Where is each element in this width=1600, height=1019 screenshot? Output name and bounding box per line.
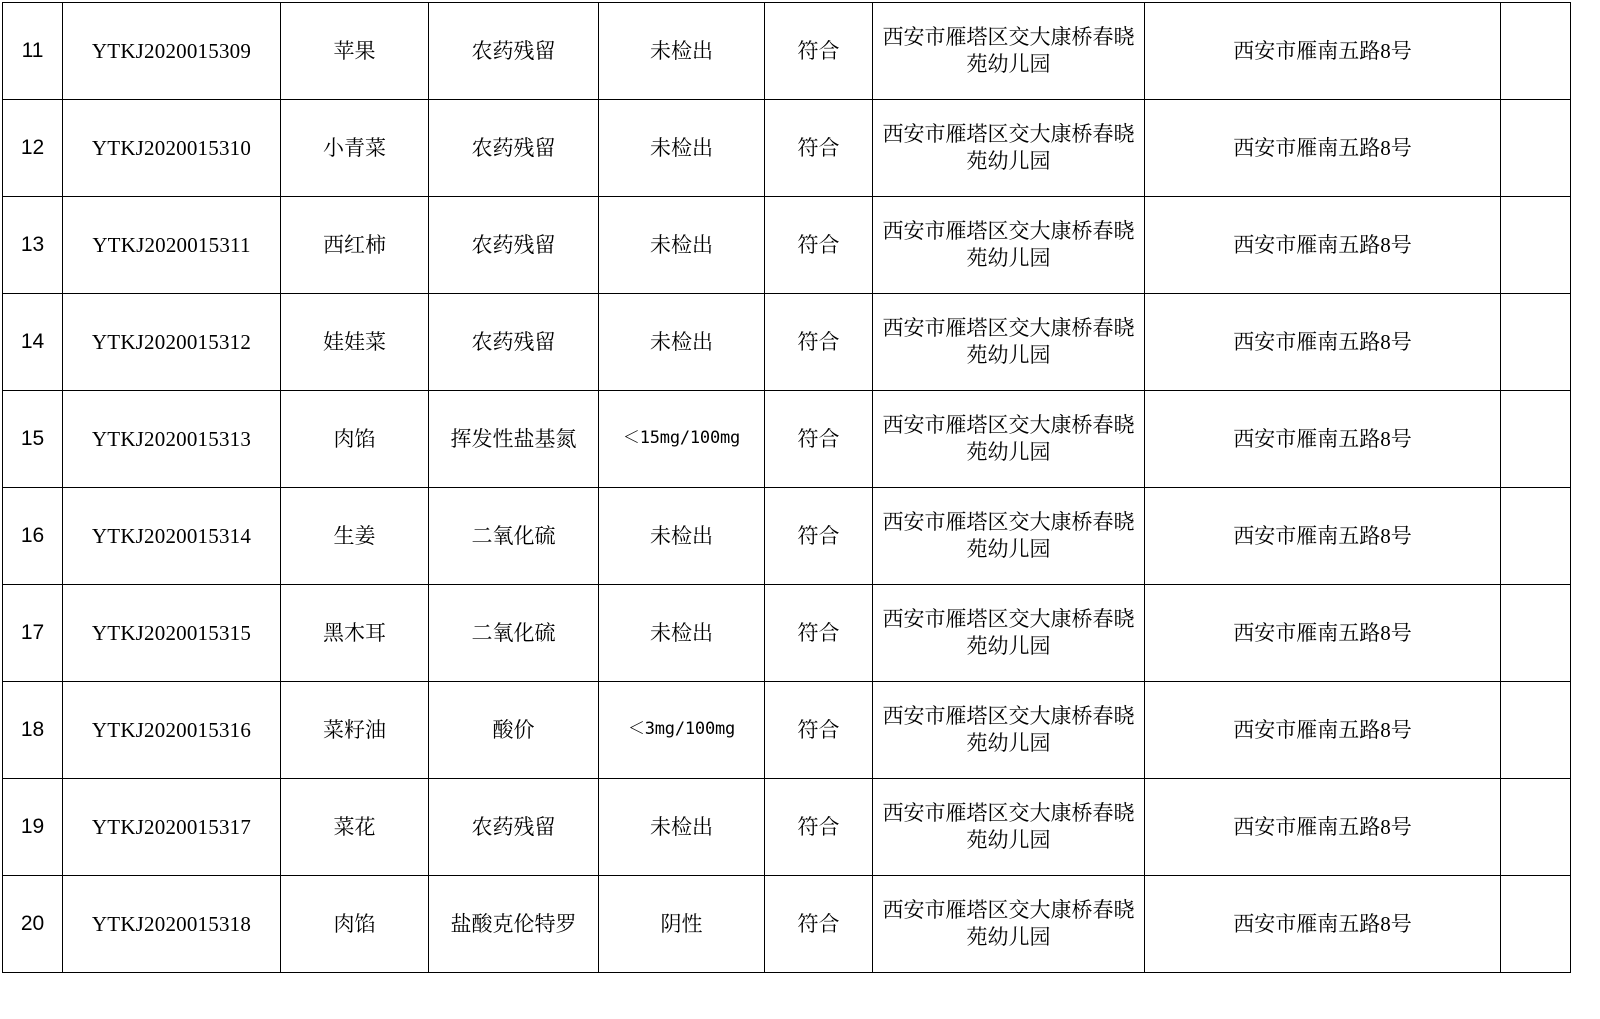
table-row xyxy=(3,488,1571,585)
cell-test-item: 农药残留 xyxy=(429,100,599,197)
document-page xyxy=(0,2,1600,1019)
cell-remark xyxy=(1501,779,1571,876)
cell-address: 西安市雁南五路8号 xyxy=(1145,391,1501,488)
cell-test-result: 未检出 xyxy=(599,3,765,100)
cell-inspected-unit: 西安市雁塔区交大康桥春晓苑幼儿园 xyxy=(873,197,1145,294)
cell-remark xyxy=(1501,294,1571,391)
cell-test-result: 阴性 xyxy=(599,876,765,973)
cell-sample-name: 肉馅 xyxy=(281,876,429,973)
cell-sample-code: YTKJ2020015309 xyxy=(63,3,281,100)
cell-address: 西安市雁南五路8号 xyxy=(1145,488,1501,585)
cell-conclusion: 符合 xyxy=(765,391,873,488)
cell-test-result: 未检出 xyxy=(599,100,765,197)
cell-test-item: 二氧化硫 xyxy=(429,585,599,682)
table-row xyxy=(3,294,1571,391)
cell-index: 13 xyxy=(3,197,63,294)
cell-test-result: 未检出 xyxy=(599,197,765,294)
cell-conclusion: 符合 xyxy=(765,100,873,197)
cell-test-result: 未检出 xyxy=(599,488,765,585)
cell-inspected-unit: 西安市雁塔区交大康桥春晓苑幼儿园 xyxy=(873,3,1145,100)
cell-conclusion: 符合 xyxy=(765,779,873,876)
cell-remark xyxy=(1501,100,1571,197)
cell-sample-name: 娃娃菜 xyxy=(281,294,429,391)
cell-conclusion: 符合 xyxy=(765,682,873,779)
cell-remark xyxy=(1501,876,1571,973)
table-row xyxy=(3,197,1571,294)
cell-test-result: 未检出 xyxy=(599,585,765,682)
cell-conclusion: 符合 xyxy=(765,876,873,973)
table-row xyxy=(3,3,1571,100)
cell-remark xyxy=(1501,197,1571,294)
cell-test-item: 盐酸克伦特罗 xyxy=(429,876,599,973)
cell-sample-name: 西红柿 xyxy=(281,197,429,294)
cell-sample-name: 苹果 xyxy=(281,3,429,100)
cell-inspected-unit: 西安市雁塔区交大康桥春晓苑幼儿园 xyxy=(873,100,1145,197)
cell-sample-name: 生姜 xyxy=(281,488,429,585)
cell-test-result: 未检出 xyxy=(599,779,765,876)
table-row xyxy=(3,876,1571,973)
table-row xyxy=(3,682,1571,779)
cell-index: 20 xyxy=(3,876,63,973)
cell-remark xyxy=(1501,3,1571,100)
cell-address: 西安市雁南五路8号 xyxy=(1145,876,1501,973)
cell-sample-name: 黑木耳 xyxy=(281,585,429,682)
table-row xyxy=(3,100,1571,197)
cell-sample-code: YTKJ2020015314 xyxy=(63,488,281,585)
cell-index: 17 xyxy=(3,585,63,682)
cell-test-item: 农药残留 xyxy=(429,779,599,876)
cell-inspected-unit: 西安市雁塔区交大康桥春晓苑幼儿园 xyxy=(873,682,1145,779)
cell-test-item: 农药残留 xyxy=(429,3,599,100)
cell-inspected-unit: 西安市雁塔区交大康桥春晓苑幼儿园 xyxy=(873,294,1145,391)
cell-test-item: 酸价 xyxy=(429,682,599,779)
cell-sample-code: YTKJ2020015315 xyxy=(63,585,281,682)
cell-inspected-unit: 西安市雁塔区交大康桥春晓苑幼儿园 xyxy=(873,876,1145,973)
cell-test-item: 农药残留 xyxy=(429,197,599,294)
cell-test-item: 二氧化硫 xyxy=(429,488,599,585)
cell-inspected-unit: 西安市雁塔区交大康桥春晓苑幼儿园 xyxy=(873,779,1145,876)
cell-sample-code: YTKJ2020015310 xyxy=(63,100,281,197)
cell-address: 西安市雁南五路8号 xyxy=(1145,197,1501,294)
cell-address: 西安市雁南五路8号 xyxy=(1145,3,1501,100)
cell-inspected-unit: 西安市雁塔区交大康桥春晓苑幼儿园 xyxy=(873,391,1145,488)
cell-address: 西安市雁南五路8号 xyxy=(1145,294,1501,391)
cell-index: 14 xyxy=(3,294,63,391)
cell-sample-name: 菜籽油 xyxy=(281,682,429,779)
cell-conclusion: 符合 xyxy=(765,294,873,391)
table-body xyxy=(3,3,1571,973)
cell-remark xyxy=(1501,391,1571,488)
cell-address: 西安市雁南五路8号 xyxy=(1145,682,1501,779)
cell-index: 15 xyxy=(3,391,63,488)
cell-index: 19 xyxy=(3,779,63,876)
cell-index: 11 xyxy=(3,3,63,100)
cell-index: 16 xyxy=(3,488,63,585)
cell-remark xyxy=(1501,585,1571,682)
cell-remark xyxy=(1501,488,1571,585)
table-row xyxy=(3,585,1571,682)
cell-sample-code: YTKJ2020015312 xyxy=(63,294,281,391)
cell-conclusion: 符合 xyxy=(765,585,873,682)
cell-test-result: ＜3mg/100mg xyxy=(599,682,765,779)
cell-inspected-unit: 西安市雁塔区交大康桥春晓苑幼儿园 xyxy=(873,585,1145,682)
cell-test-result: 未检出 xyxy=(599,294,765,391)
cell-inspected-unit: 西安市雁塔区交大康桥春晓苑幼儿园 xyxy=(873,488,1145,585)
inspection-results-table xyxy=(2,2,1571,973)
cell-sample-name: 菜花 xyxy=(281,779,429,876)
cell-test-result: ＜15mg/100mg xyxy=(599,391,765,488)
cell-sample-name: 小青菜 xyxy=(281,100,429,197)
cell-conclusion: 符合 xyxy=(765,3,873,100)
cell-remark xyxy=(1501,682,1571,779)
cell-conclusion: 符合 xyxy=(765,197,873,294)
cell-index: 18 xyxy=(3,682,63,779)
cell-sample-code: YTKJ2020015313 xyxy=(63,391,281,488)
table-row xyxy=(3,391,1571,488)
cell-test-item: 农药残留 xyxy=(429,294,599,391)
cell-sample-code: YTKJ2020015316 xyxy=(63,682,281,779)
table-row xyxy=(3,779,1571,876)
cell-test-item: 挥发性盐基氮 xyxy=(429,391,599,488)
cell-address: 西安市雁南五路8号 xyxy=(1145,779,1501,876)
cell-address: 西安市雁南五路8号 xyxy=(1145,100,1501,197)
cell-conclusion: 符合 xyxy=(765,488,873,585)
cell-index: 12 xyxy=(3,100,63,197)
cell-sample-name: 肉馅 xyxy=(281,391,429,488)
cell-sample-code: YTKJ2020015311 xyxy=(63,197,281,294)
cell-sample-code: YTKJ2020015318 xyxy=(63,876,281,973)
cell-address: 西安市雁南五路8号 xyxy=(1145,585,1501,682)
cell-sample-code: YTKJ2020015317 xyxy=(63,779,281,876)
